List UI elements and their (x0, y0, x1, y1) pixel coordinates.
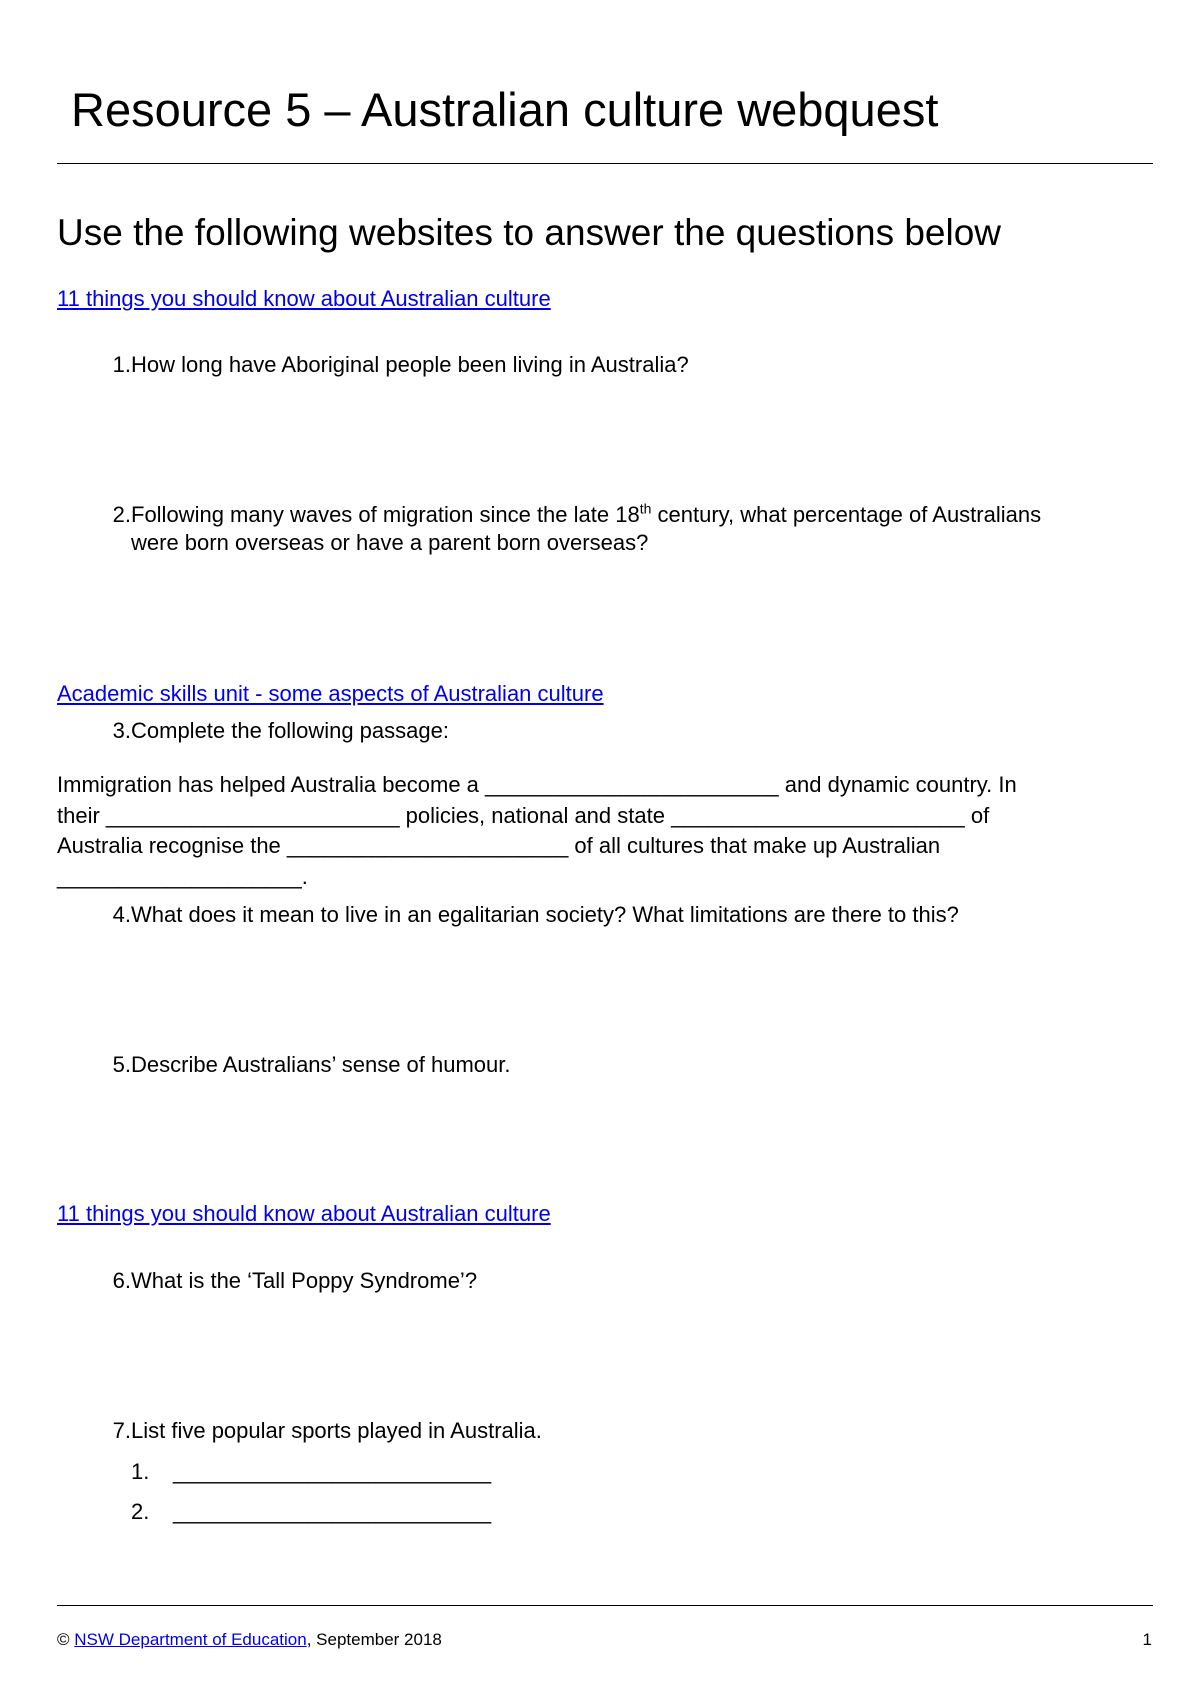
question-number: 7. (112, 1418, 131, 1443)
source-link-academic-skills[interactable]: Academic skills unit - some aspects of Australian culture (57, 681, 604, 706)
section-heading: Use the following websites to answer the questions below (57, 212, 1002, 253)
answer-number: 1. (131, 1459, 150, 1484)
cloze-passage (57, 770, 1153, 892)
passage-line: Immigration has helped Australia become a ________________________ and dynamic country. In (57, 772, 1017, 797)
source-link-australian-culture[interactable]: 11 things you should know about Australian culture (57, 1201, 551, 1226)
question-text-continued: were born overseas or have a parent born overseas? (131, 530, 649, 555)
nsw-education-link[interactable]: NSW Department of Education (74, 1630, 307, 1649)
question-text: What does it mean to live in an egalitarian society? What limitations are there to this? (131, 902, 959, 927)
question-number: 1. (112, 352, 131, 377)
question-number: 2. (112, 502, 131, 527)
footer-divider (57, 1605, 1153, 1606)
question-text: How long have Aboriginal people been living in Australia? (131, 352, 689, 377)
question-text: Following many waves of migration since the late 18th century, what percentage of Australians (131, 500, 1042, 527)
page-title: Resource 5 – Australian culture webquest (71, 83, 939, 136)
answer-blank: __________________________ (173, 1459, 492, 1484)
question-text: Describe Australians’ sense of humour. (131, 1052, 511, 1077)
passage-line: ____________________. (57, 863, 308, 889)
question-number: 6. (112, 1268, 131, 1293)
answer-blank: __________________________ (173, 1499, 492, 1524)
title-divider (57, 163, 1153, 164)
source-link-australian-culture[interactable]: 11 things you should know about Australian culture (57, 286, 551, 311)
footer-date: , September 2018 (306, 1630, 442, 1649)
footer-credit (57, 1629, 442, 1651)
question-number: 3. (112, 718, 131, 743)
answer-number: 2. (131, 1499, 150, 1524)
question-text: List five popular sports played in Australia. (131, 1418, 542, 1443)
passage-line: their ________________________ policies, national and state ________________________ of (57, 802, 990, 828)
question-number: 4. (112, 902, 131, 927)
question-text: What is the ‘Tall Poppy Syndrome’? (131, 1268, 478, 1293)
copyright-symbol: © (57, 1630, 70, 1649)
question-text: Complete the following passage: (131, 718, 449, 743)
question-number: 5. (112, 1052, 131, 1077)
passage-line: Australia recognise the _______________________ of all cultures that make up Australian (57, 833, 941, 858)
answer-item-2 (131, 1498, 492, 1526)
answer-item-1 (131, 1458, 492, 1486)
page-number: 1 (1142, 1630, 1152, 1649)
